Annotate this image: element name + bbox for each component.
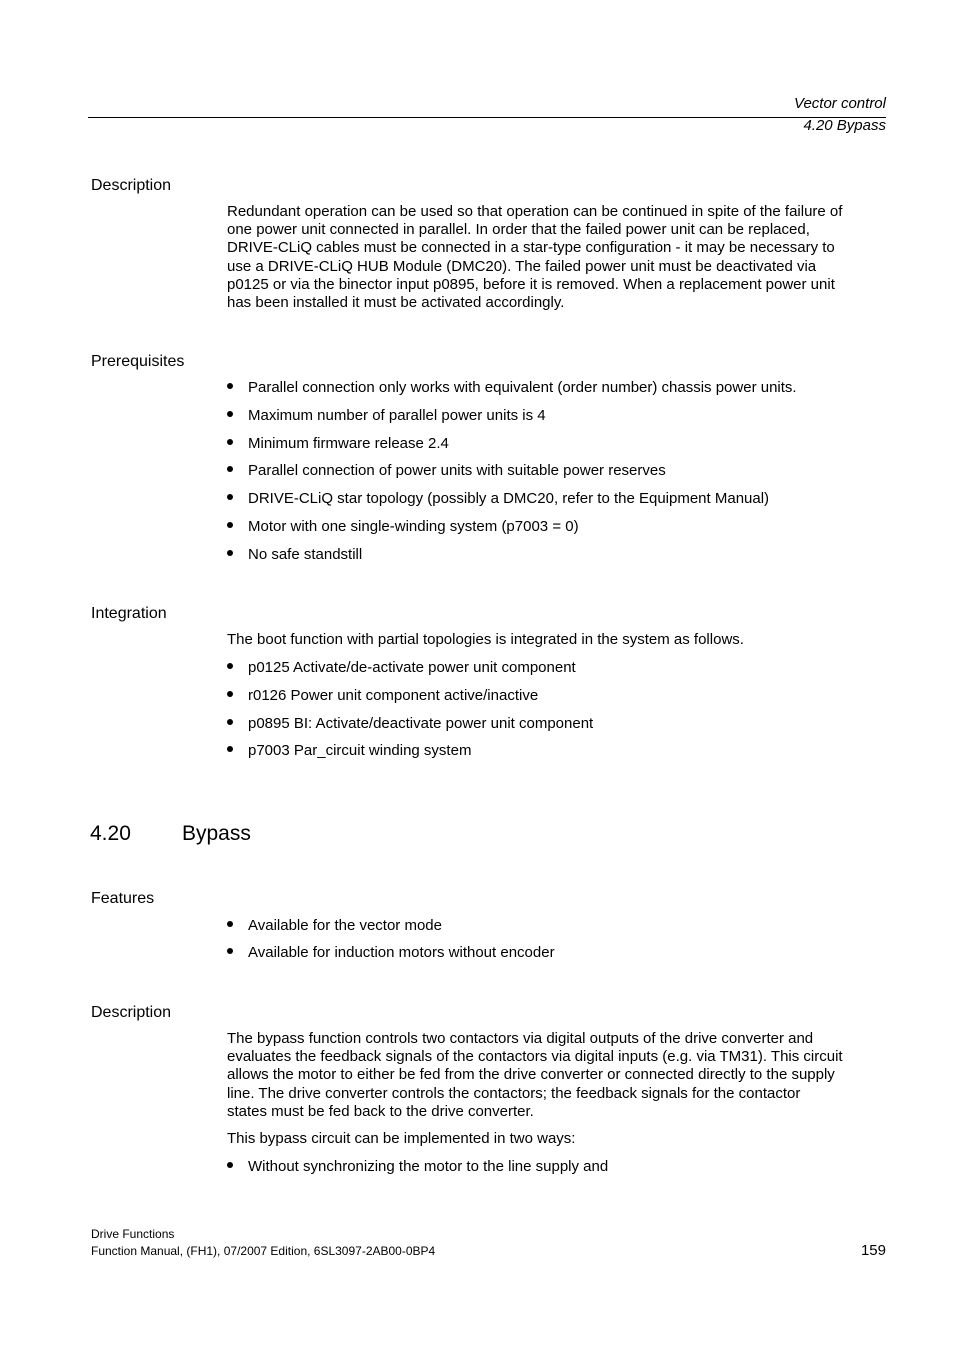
list-item: Available for induction motors without encoder [227,944,555,961]
list-item: Without synchronizing the motor to the line supply and [227,1158,608,1175]
text-line: one power unit connected in parallel. In order that the failed power unit can be replaced, [227,221,810,239]
features-heading: Features [91,890,155,907]
bullet-icon [227,550,233,556]
description-heading: Description [91,177,172,194]
bullet-icon [227,1162,233,1168]
text-line: has been installed it must be activated accordingly. [227,294,565,312]
description-paragraph [227,203,889,312]
bullet-icon [227,948,233,954]
bullet-icon [227,522,233,528]
text-line: DRIVE-CLiQ cables must be connected in a star-type configuration - it may be necessary to [227,239,835,257]
bullet-icon [227,921,233,927]
list-item: Maximum number of parallel power units is 4 [227,407,546,424]
text-line: p0125 or via the binector input p0895, before it is removed. When a replacement power unit [227,275,835,293]
bullet-icon [227,691,233,697]
section-number: 4.20 [90,822,131,845]
text-line: states must be fed back to the drive converter. [227,1102,534,1120]
list-item: Parallel connection of power units with suitable power reserves [227,462,666,479]
list-item: No safe standstill [227,546,362,563]
list-item: p7003 Par_circuit winding system [227,742,471,759]
bullet-icon [227,746,233,752]
bullet-icon [227,466,233,472]
bullet-icon [227,719,233,725]
text-line: The bypass function controls two contactors via digital outputs of the drive converter and [227,1030,814,1047]
prerequisites-heading: Prerequisites [91,353,185,370]
section-title: Bypass [182,822,251,845]
list-item: p0125 Activate/de-activate power unit component [227,659,576,676]
text-line: evaluates the feedback signals of the contactors via digital inputs (e.g. via TM31). This circuit [227,1048,843,1066]
list-item: p0895 BI: Activate/deactivate power unit component [227,715,593,732]
bullet-icon [227,439,233,445]
running-header-section: 4.20 Bypass [803,117,886,134]
list-item: Available for the vector mode [227,917,442,934]
integration-heading: Integration [91,605,167,622]
bullet-icon [227,383,233,389]
list-item: Minimum firmware release 2.4 [227,435,449,452]
description-paragraph [227,1030,889,1121]
bullet-icon [227,663,233,669]
footer-edition: Function Manual, (FH1), 07/2007 Edition, 6SL3097-2AB00-0BP4 [91,1244,436,1258]
integration-intro: The boot function with partial topologies is integrated in the system as follows. [227,631,744,648]
footer-title: Drive Functions [91,1227,175,1241]
running-header-chapter: Vector control [794,95,886,112]
page-number: 159 [860,1242,886,1259]
text-line: Redundant operation can be used so that operation can be continued in spite of the failure of [227,203,843,220]
bullet-icon [227,494,233,500]
description-paragraph-2: This bypass circuit can be implemented in two ways: [227,1130,576,1147]
text-line: allows the motor to either be fed from the drive converter or connected directly to the supply [227,1066,835,1084]
text-line: use a DRIVE-CLiQ HUB Module (DMC20). The failed power unit must be deactivated via [227,257,817,275]
list-item: Motor with one single-winding system (p7003 = 0) [227,518,579,535]
description-heading: Description [91,1004,172,1021]
list-item: DRIVE-CLiQ star topology (possibly a DMC20, refer to the Equipment Manual) [227,490,769,507]
text-line: line. The drive converter controls the contactors; the feedback signals for the contactor [227,1084,801,1102]
bullet-icon [227,411,233,417]
list-item: r0126 Power unit component active/inactive [227,687,538,704]
header-rule [88,117,886,118]
list-item: Parallel connection only works with equivalent (order number) chassis power units. [227,379,797,396]
